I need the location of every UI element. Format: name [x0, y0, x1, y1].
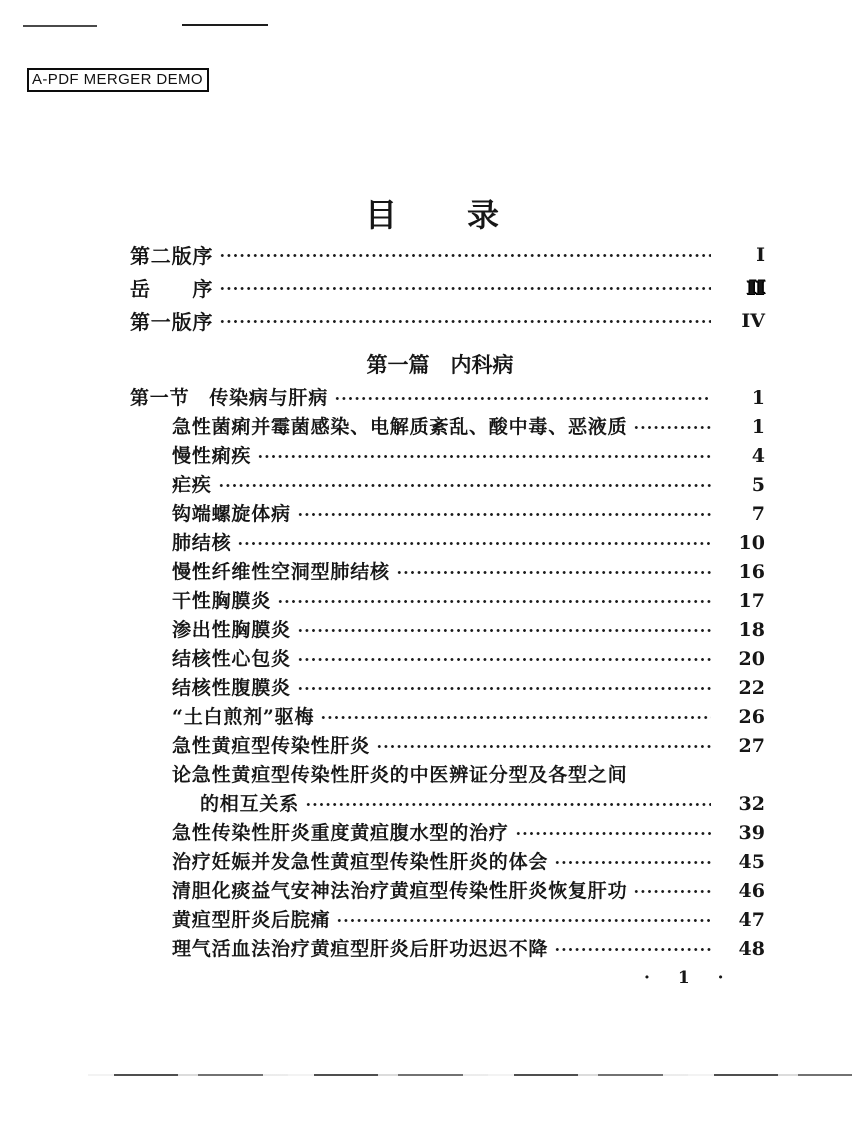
toc-entry: [130, 384, 765, 413]
dotted-leader: [305, 800, 711, 809]
dotted-leader: [554, 858, 711, 867]
toc-entry-page: 39: [738, 822, 765, 844]
toc-entry: [130, 645, 765, 674]
toc-entry: [130, 906, 765, 935]
dotted-leader: [633, 887, 711, 896]
toc-entry-label: 的相互关系: [200, 793, 300, 815]
dotted-leader: [396, 568, 711, 577]
dotted-leader: [257, 452, 711, 461]
toc-entry-page: 1: [751, 416, 765, 438]
toc-entry-page: 7: [751, 503, 765, 525]
toc-entry-page: IV: [741, 310, 765, 332]
toc-entry: [130, 819, 765, 848]
toc-entry: [130, 305, 765, 338]
toc-entry: [130, 674, 765, 703]
toc-entry-label: 黄疸型肝炎后脘痛: [172, 909, 331, 931]
toc-entry-page: 48: [738, 938, 765, 960]
dotted-leader: [334, 394, 711, 403]
toc-entry: [130, 272, 765, 305]
toc-entry-label: 岳 序: [130, 276, 214, 301]
dotted-leader: [633, 771, 711, 780]
toc-entry-page: 4: [751, 445, 765, 467]
toc-entry: [130, 703, 765, 732]
toc-entry-page: 22: [738, 677, 765, 699]
front-matter-list: [130, 239, 765, 338]
toc-entry-label: 慢性痢疾: [172, 445, 252, 467]
toc-entry-page: 1: [751, 387, 765, 409]
page-title: 目 录: [364, 196, 501, 234]
dotted-leader: [320, 713, 711, 722]
toc-entry-label: 第一版序: [130, 309, 214, 334]
toc-entry-label: 论急性黄疸型传染性肝炎的中医辨证分型及各型之间: [172, 764, 628, 786]
toc-entry-label: 治疗妊娠并发急性黄疸型传染性肝炎的体会: [172, 851, 549, 873]
toc-entry-label: 疟疾: [172, 474, 212, 496]
toc-entry-label: 钩端螺旋体病: [172, 503, 291, 525]
toc-entry-page: 5: [751, 474, 765, 496]
dotted-leader: [297, 510, 711, 519]
toc-entry: [130, 877, 765, 906]
toc-entry-page: 10: [738, 532, 765, 554]
toc-entry: [130, 732, 765, 761]
dotted-leader: [237, 539, 711, 548]
toc-entry: [130, 558, 765, 587]
toc-entry: [130, 529, 765, 558]
toc-entry-label: 第一节 传染病与肝病: [130, 387, 329, 409]
toc-entry: [130, 761, 765, 790]
toc-entry-label: 清胆化痰益气安神法治疗黄疸型传染性肝炎恢复肝功: [172, 880, 628, 902]
toc-entry-label: 结核性腹膜炎: [172, 677, 291, 699]
scan-mark-line-right: [182, 24, 268, 26]
toc-entry-label: 结核性心包炎: [172, 648, 291, 670]
toc-entry: [130, 413, 765, 442]
toc-entry: [130, 587, 765, 616]
toc-entry-label: 肺结核: [172, 532, 232, 554]
dotted-leader: [218, 481, 711, 490]
toc-entry: [130, 848, 765, 877]
scan-mark-line-left: [23, 25, 97, 27]
toc-entry-page: 16: [738, 561, 765, 583]
toc-entry: [130, 935, 765, 964]
toc-entry: [130, 790, 765, 819]
toc-entry-page: 32: [738, 793, 765, 815]
dotted-leader: [554, 945, 711, 954]
toc-entry-page: 18: [738, 619, 765, 641]
toc-entry: [130, 471, 765, 500]
section-title: 第一篇 内科病: [366, 352, 514, 377]
toc-entry-page: 46: [738, 880, 765, 902]
toc-entry: [130, 500, 765, 529]
dotted-leader: [376, 742, 711, 751]
dotted-leader: [336, 916, 711, 925]
toc-entry: [130, 239, 765, 272]
page-number-footer: · 1 ·: [644, 968, 735, 988]
toc-entry-label: 急性黄疸型传染性肝炎: [172, 735, 371, 757]
toc-entry: [130, 616, 765, 645]
toc-entry-label: 理气活血法治疗黄疸型肝炎后肝功迟迟不降: [172, 938, 549, 960]
dotted-leader: [219, 251, 711, 260]
dotted-leader: [277, 597, 711, 606]
toc-entry: [130, 442, 765, 471]
toc-entry-label: 第二版序: [130, 243, 214, 268]
toc-entry-page: 47: [738, 909, 765, 931]
dotted-leader: [219, 317, 711, 326]
toc-entry-page: 26: [738, 706, 765, 728]
toc-entry-page: 20: [738, 648, 765, 670]
toc-entry-page: 27: [738, 735, 765, 757]
dotted-leader: [633, 423, 711, 432]
dotted-leader: [219, 284, 711, 293]
toc-entry-label: “土白煎剂”驱梅: [172, 706, 315, 728]
toc-entry-label: 慢性纤维性空洞型肺结核: [172, 561, 390, 583]
toc-entry-page: I: [756, 244, 765, 266]
pdf-merger-watermark: A-PDF MERGER DEMO: [27, 68, 209, 92]
dotted-leader: [297, 626, 711, 635]
dotted-leader: [515, 829, 711, 838]
toc-entry-label: 渗出性胸膜炎: [172, 619, 291, 641]
dotted-leader: [297, 684, 711, 693]
toc-entry-label: 急性菌痢并霉菌感染、电解质紊乱、酸中毒、恶液质: [172, 416, 628, 438]
toc-entry-page: II: [747, 277, 765, 299]
toc-entry-label: 急性传染性肝炎重度黄疸腹水型的治疗: [172, 822, 509, 844]
dotted-leader: [297, 655, 711, 664]
toc-entry-page: 17: [738, 590, 765, 612]
toc-entry-page: 45: [738, 851, 765, 873]
toc-entries-list: [130, 384, 765, 964]
toc-entry-label: 干性胸膜炎: [172, 590, 272, 612]
scan-artifact-line: [88, 1074, 852, 1076]
